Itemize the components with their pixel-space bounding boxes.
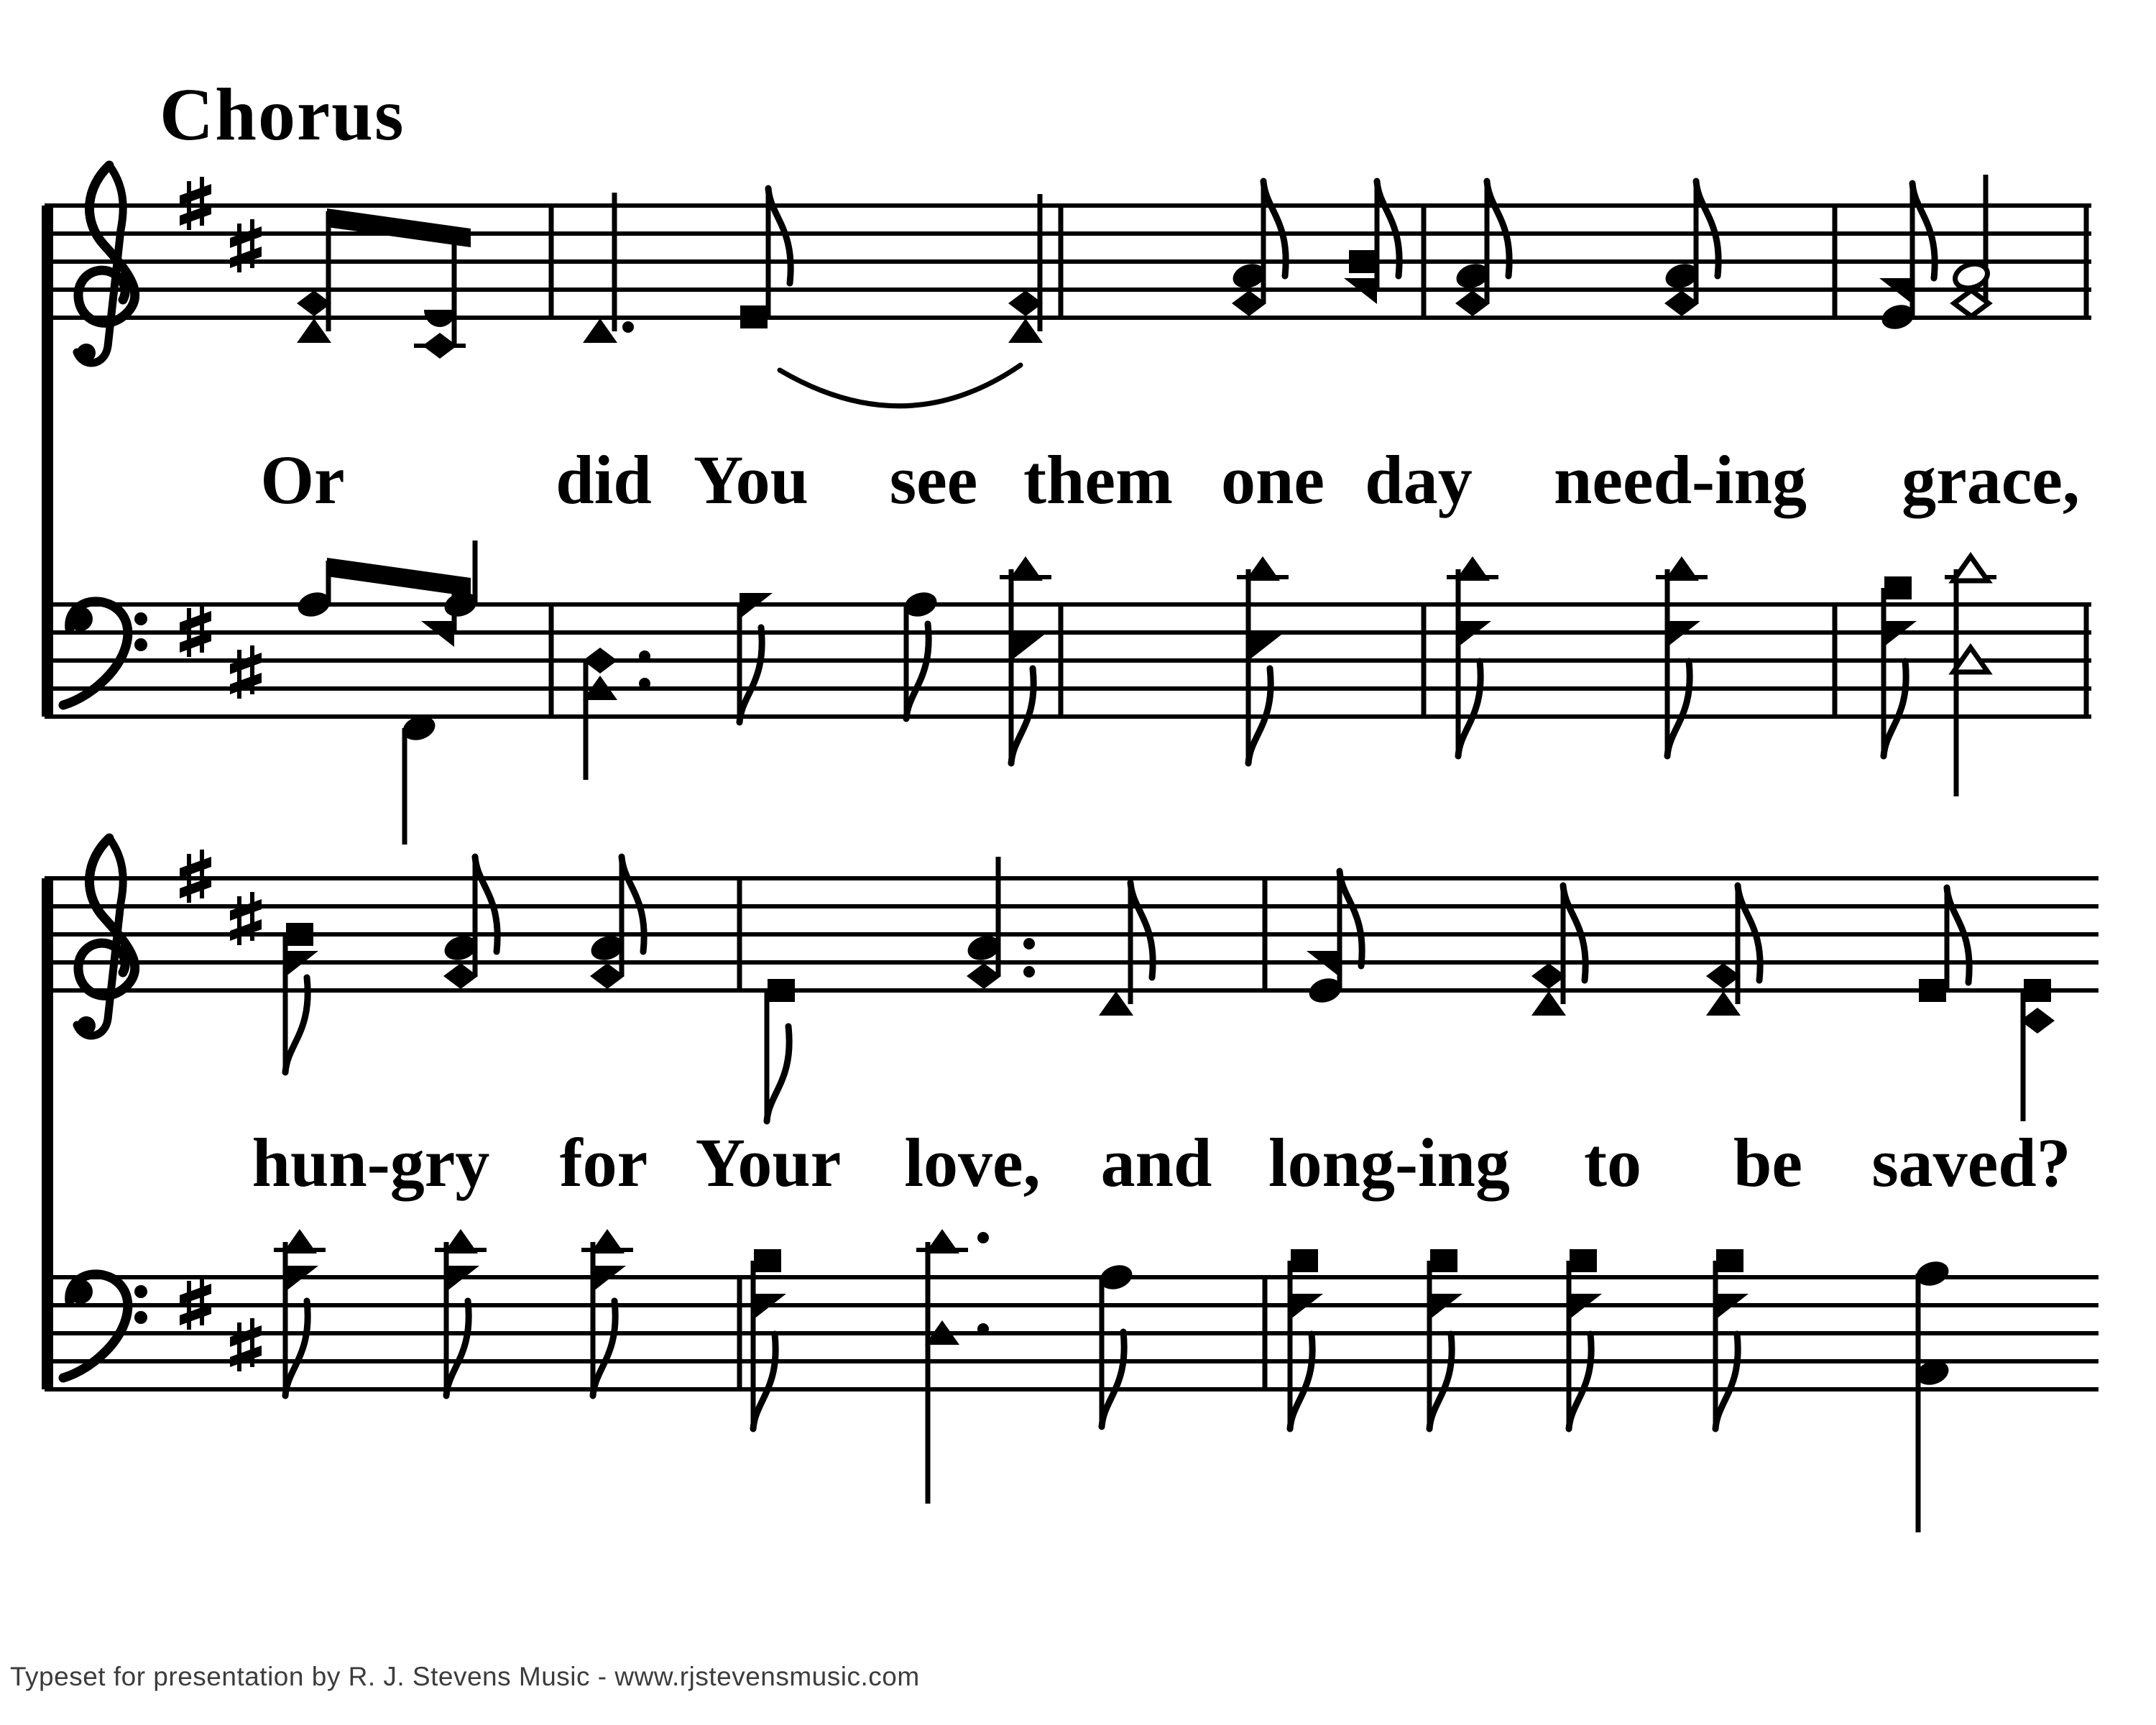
sharp-icon — [230, 1346, 262, 1367]
bass-clef-icon — [134, 638, 147, 651]
treble-clef-icon — [77, 165, 123, 363]
lyric-syllable: saved? — [1871, 1124, 2071, 1201]
notehead-fa — [1011, 635, 1044, 661]
note-flag — [906, 624, 929, 719]
notehead-square — [2024, 979, 2051, 1002]
note-flag — [1290, 1334, 1312, 1429]
augmentation-dot — [977, 1323, 989, 1335]
augmentation-dot — [639, 650, 650, 662]
notehead-square — [1884, 576, 1912, 599]
augmentation-dot — [639, 678, 650, 689]
lyric-syllable: long-ing — [1268, 1124, 1511, 1201]
note-flag — [1340, 871, 1362, 966]
notehead-triangle — [1664, 556, 1699, 581]
note-flag — [285, 1301, 308, 1396]
bass-clef-icon — [134, 1311, 147, 1324]
system-barline — [42, 206, 53, 717]
lyric-syllable: day — [1365, 441, 1473, 518]
notehead-square — [768, 979, 795, 1002]
lyric-syllable: did — [556, 441, 652, 518]
lyric-syllable: and — [1100, 1124, 1212, 1201]
sharp-icon — [180, 184, 211, 206]
treble-clef-icon — [77, 1016, 96, 1035]
lyric-syllable: grace, — [1902, 441, 2080, 518]
notehead-square — [1349, 250, 1376, 273]
lyric-syllable: Your — [695, 1124, 842, 1201]
note-flag — [1429, 1334, 1452, 1429]
lyric-syllable: see — [889, 441, 978, 518]
notehead-square — [754, 1249, 781, 1272]
lyric-syllable: to — [1584, 1124, 1641, 1201]
sharp-icon — [230, 919, 262, 941]
notehead-square — [1430, 1249, 1457, 1272]
note-flag — [1884, 661, 1906, 756]
notehead-square — [740, 305, 768, 328]
note-flag — [1912, 183, 1935, 278]
notehead-triangle — [1245, 556, 1280, 581]
sharp-icon — [230, 673, 262, 694]
notehead-square — [286, 923, 313, 946]
beam — [327, 558, 471, 597]
note-flag — [446, 1301, 469, 1396]
treble-clef-icon — [78, 165, 135, 323]
augmentation-dot — [977, 1232, 989, 1243]
lyric-syllable: one — [1221, 441, 1325, 518]
note-flag — [767, 1026, 789, 1121]
bass-clef-icon — [134, 612, 147, 625]
sharp-icon — [230, 1325, 262, 1347]
section-label: Chorus — [160, 73, 405, 156]
notehead-square — [1291, 1249, 1318, 1272]
sharp-icon — [230, 899, 262, 921]
notehead-square — [1570, 1249, 1597, 1272]
notehead-triangle — [1008, 556, 1043, 581]
sharp-icon — [180, 611, 211, 632]
lyric-syllable: them — [1023, 441, 1173, 518]
footer-credit: Typeset for presentation by R. J. Stevens Music - www.rjstevensmusic.com — [10, 1662, 920, 1691]
notehead-fa — [1248, 635, 1281, 661]
notehead-triangle — [1953, 556, 1988, 581]
treble-clef-icon — [78, 838, 135, 995]
note-flag — [1458, 661, 1480, 756]
notehead-triangle — [443, 1229, 478, 1254]
sharp-icon — [180, 857, 211, 878]
lyric-syllable: You — [693, 441, 809, 518]
lyric-syllable: be — [1733, 1124, 1802, 1201]
notehead-moon — [424, 310, 456, 327]
notehead-triangle — [1455, 556, 1490, 581]
note-flag — [1667, 661, 1690, 756]
note-flag — [740, 627, 762, 722]
lyric-syllable: hun-gry — [252, 1124, 490, 1201]
bass-clef-icon — [134, 1285, 147, 1298]
note-flag — [1569, 1334, 1591, 1429]
augmentation-dot — [1023, 966, 1035, 978]
sharp-icon — [180, 1284, 211, 1305]
sharp-icon — [230, 247, 262, 268]
notehead-square — [1716, 1249, 1743, 1272]
notehead-triangle — [282, 1229, 317, 1254]
lyric-syllable: need-ing — [1553, 441, 1807, 518]
note-flag — [1102, 1332, 1124, 1427]
system-barline — [42, 878, 53, 1389]
treble-clef-icon — [77, 838, 123, 1036]
note-flag — [753, 1334, 775, 1429]
slur — [780, 365, 1021, 406]
sharp-icon — [230, 653, 262, 674]
treble-clef-icon — [77, 344, 96, 362]
lyric-syllable: Or — [260, 441, 345, 518]
lyric-syllable: for — [559, 1124, 648, 1201]
augmentation-dot — [622, 321, 634, 333]
beam — [327, 208, 471, 247]
notehead-square — [1919, 979, 1946, 1002]
lyric-syllable: love, — [904, 1124, 1041, 1201]
note-flag — [1715, 1334, 1738, 1429]
note-flag — [593, 1301, 615, 1396]
sharp-icon — [230, 226, 262, 248]
notehead-triangle — [925, 1229, 959, 1254]
augmentation-dot — [1023, 938, 1035, 949]
notehead-triangle — [590, 1229, 625, 1254]
